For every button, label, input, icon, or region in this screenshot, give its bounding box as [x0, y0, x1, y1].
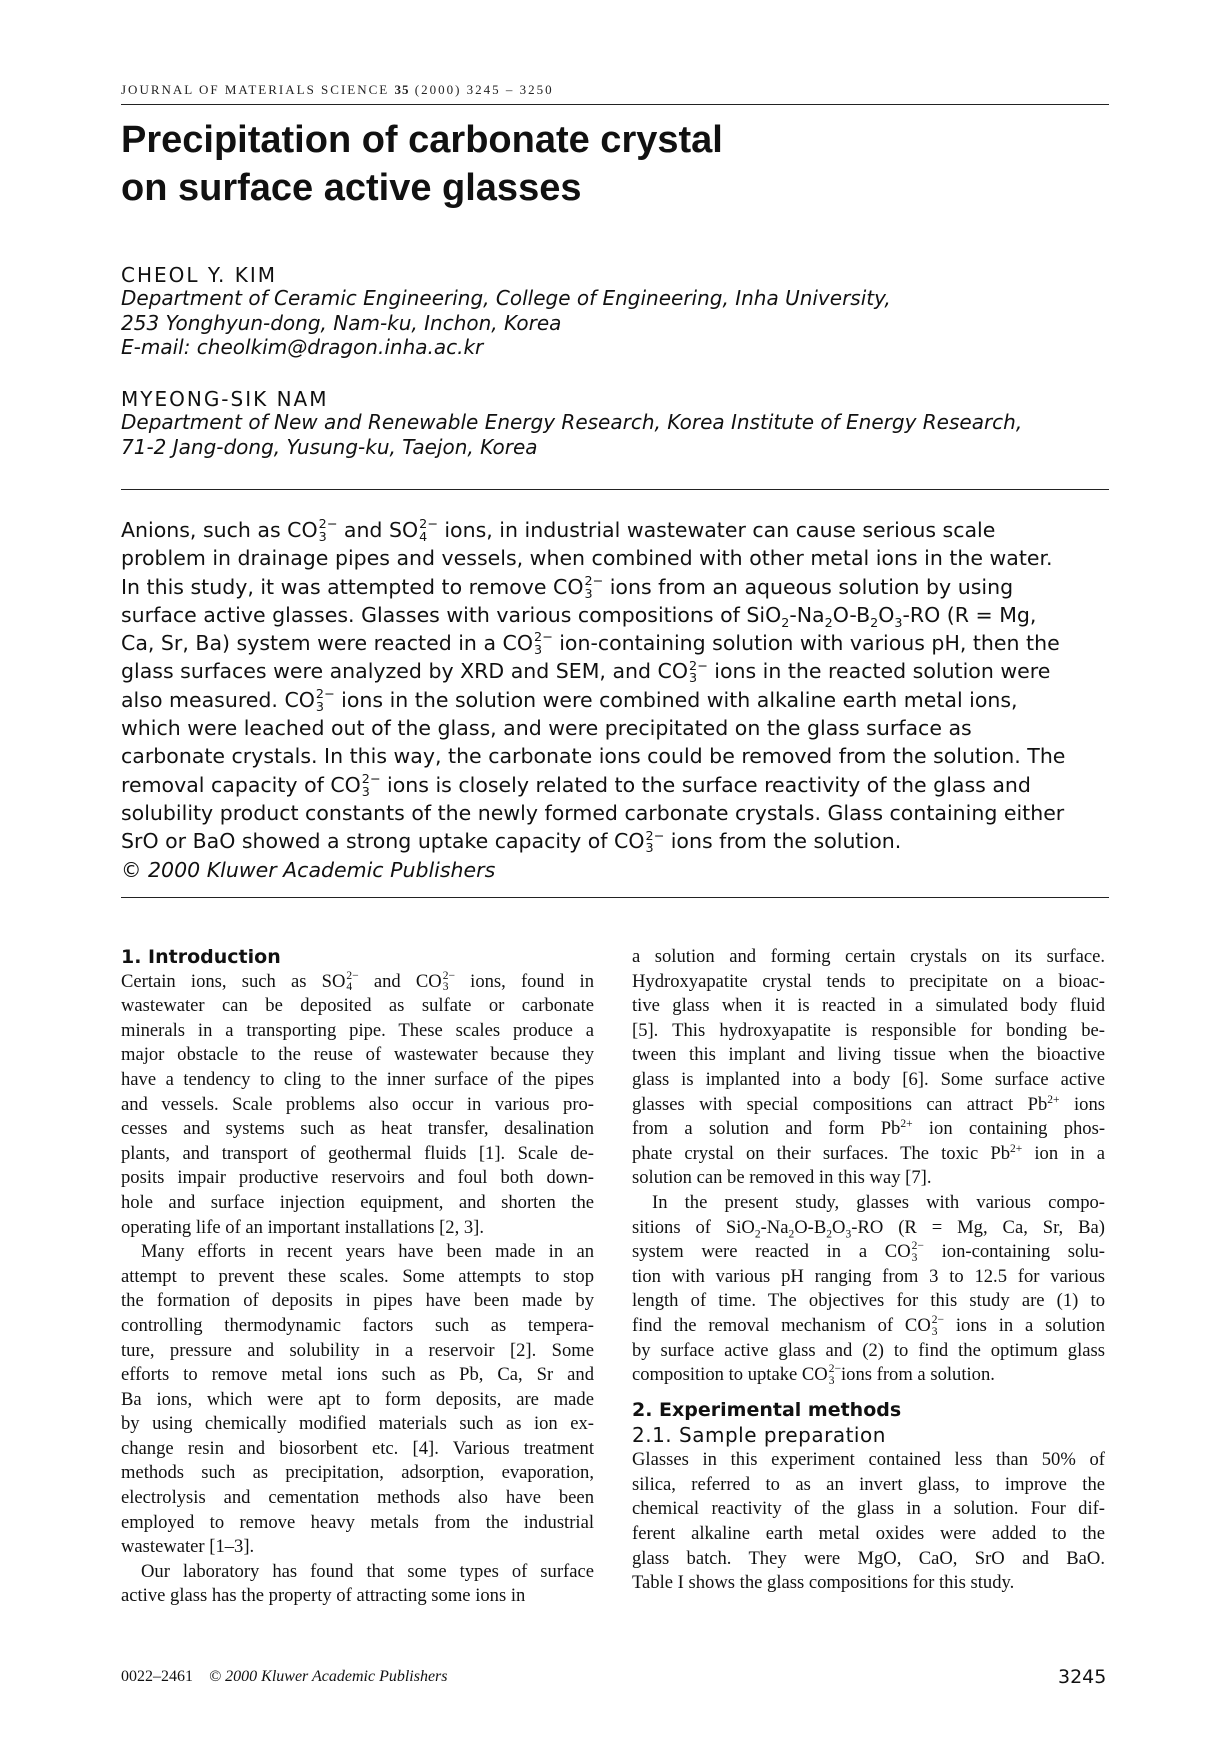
subscript: 2: [781, 614, 790, 630]
ion-charge: 2− 3: [533, 629, 553, 658]
body-line: methods such as precipitation, adsorption, evaporation,: [121, 1462, 594, 1484]
abstract-line: which were leached out of the glass, and were precipitated on the glass surface as: [121, 716, 972, 741]
body-line: attempt to prevent these scales. Some attempts to stop: [121, 1265, 594, 1287]
author-affiliation-2: [121, 410, 1121, 459]
body-line: Many efforts in recent years have been made in an: [141, 1241, 594, 1263]
footer-left: [121, 1668, 448, 1686]
subsection-heading-sample-preparation: 2.1. Sample preparation: [632, 1423, 886, 1448]
subscript: 2: [788, 1228, 795, 1241]
affiliation-line: Department of Ceramic Engineering, College of Engineering, Inha University,: [121, 286, 891, 310]
subscript: 2: [754, 1228, 761, 1241]
body-line: sitions of $SiO_2-Na_2O-B_2O_3-RO$ (R = Mg, Ca, Sr, Ba): [632, 1216, 1105, 1241]
body-line: employed to remove heavy metals from the industrial: [121, 1511, 594, 1533]
abstract-line: SrO or BaO showed a strong uptake capacity of CO 2− 3 ions from the solution.: [121, 827, 902, 856]
title-line-1: Precipitation of carbonate crystal: [121, 119, 723, 161]
ion-charge: 2− 3: [911, 1240, 924, 1264]
abstract-line: Anions, such as CO 2− 3 and SO 2− 4 ions, in industrial wastewater can cause serious scale: [121, 516, 996, 544]
abstract-line: glass surfaces were analyzed by XRD and SEM, and CO 2− 3 ions in the reacted solution were: [121, 657, 1051, 686]
abstract-line: carbonate crystals. In this way, the carbonate ions could be removed from the solution. The: [121, 744, 1066, 769]
journal-volume: 35: [394, 82, 410, 97]
subscript: 2: [824, 614, 833, 630]
body-line: a solution and forming certain crystals on its surface.: [632, 946, 1105, 967]
ion-charge: 2− 3: [689, 657, 708, 686]
body-line: efforts to remove metal ions such as Pb, Ca, Sr and: [121, 1364, 594, 1386]
abstract-line: also measured. CO 2− 3 ions in the solution were combined with alkaline earth metal ions,: [121, 686, 1018, 714]
body-line: length of time. The objectives for this study are (1) to: [632, 1290, 1105, 1312]
body-line: In the present study, glasses with various compo-: [652, 1191, 1105, 1213]
journal-name: JOURNAL OF MATERIALS SCIENCE: [121, 82, 390, 97]
body-line: phate crystal on their surfaces. The toxic $Pb^{2+}$ ion in a: [632, 1142, 1106, 1164]
journal-header: [121, 82, 1109, 98]
body-line: minerals in a transporting pipe. These scales produce a: [121, 1019, 594, 1041]
body-line: find the removal mechanism of CO 2− 3 ions in a solution: [632, 1314, 1106, 1338]
body-line: Ba ions, which were apt to form deposits, are made: [121, 1388, 594, 1410]
body-line: Certain ions, such as SO 2− 4 and CO 2− 3 ions, found in: [121, 969, 594, 994]
sample-preparation-body: [632, 1448, 1105, 1596]
author-email: E-mail: cheolkim@dragon.inha.ac.kr: [121, 335, 484, 359]
body-line: controlling thermodynamic factors such as tempera-: [121, 1314, 594, 1336]
subscript: 3: [845, 1228, 852, 1241]
footer-copyright: © 2000 Kluwer Academic Publishers: [209, 1668, 448, 1685]
author-name-1: CHEOL Y. KIM: [121, 263, 278, 287]
abstract: [121, 516, 1111, 884]
author-name-2: MYEONG-SIK NAM: [121, 387, 329, 411]
body-line: have a tendency to cling to the inner surface of the pipes: [121, 1068, 594, 1090]
body-line: hole and surface injection equipment, and shorten the: [121, 1191, 594, 1213]
abstract-line: surface active glasses. Glasses with various compositions of $SiO_2-Na_2O-B_2O_3-RO$ (R = Mg,: [121, 602, 1037, 630]
body-line: ture, pressure and solubility in a reservoir [2]. Some: [121, 1339, 594, 1361]
section-heading-experimental: 2. Experimental methods: [632, 1398, 902, 1421]
body-line: from a solution and form $Pb^{2+}$ ion containing phos-: [632, 1117, 1106, 1140]
body-line: Glasses in this experiment contained less than 50% of: [632, 1449, 1105, 1471]
author-affiliation-1: [121, 286, 1121, 360]
abstract-line: solubility product constants of the newly formed carbonate crystals. Glass containing either: [121, 800, 1065, 825]
body-line: plants, and transport of geothermal fluids [1]. Scale de-: [121, 1142, 594, 1164]
body-line: Our laboratory has found that some types of surface: [141, 1560, 594, 1582]
body-line: Table I shows the glass compositions for this study.: [632, 1572, 1015, 1594]
body-line: by using chemically modified materials such as ion ex-: [121, 1413, 594, 1435]
superscript: 2+: [1010, 1142, 1023, 1155]
superscript: 2+: [900, 1117, 913, 1130]
ion-charge: 2− 4: [346, 969, 359, 994]
body-line: [5]. This hydroxyapatite is responsible for bonding be-: [632, 1019, 1105, 1041]
introduction-body: [121, 970, 594, 1609]
body-line: Hydroxyapatite crystal tends to precipitate on a bioac-: [632, 970, 1105, 992]
subscript: 2: [870, 614, 879, 630]
affiliation-line: Department of New and Renewable Energy Research, Korea Institute of Energy Research,: [121, 410, 1023, 434]
body-line: glasses with special compositions can attract $Pb^{2+}$ ions: [632, 1093, 1105, 1115]
body-line: tive glass when it is reacted in a simulated body fluid: [632, 995, 1105, 1017]
body-line: the formation of deposits in pipes have been made by: [121, 1290, 594, 1312]
body-line: active glass has the property of attracting some ions in: [121, 1585, 526, 1607]
superscript: 2+: [1047, 1093, 1060, 1106]
left-column: [121, 945, 594, 1609]
abstract-body: [121, 516, 1111, 856]
abstract-line: In this study, it was attempted to remove CO 2− 3 ions from an aqueous solution by using: [121, 572, 1014, 601]
paper-title: [121, 116, 1021, 212]
ion-charge: 2− 3: [931, 1314, 945, 1338]
abstract-copyright: © 2000 Kluwer Academic Publishers: [121, 857, 496, 882]
ion-charge: 2− 3: [361, 770, 381, 799]
body-line: ferent alkaline earth metal oxides were added to the: [632, 1523, 1105, 1545]
ion-charge: 2− 3: [584, 572, 604, 601]
footer-issn: 0022–2461: [121, 1668, 193, 1685]
body-line: change resin and biosorbent etc. [4]. Various treatment: [121, 1437, 594, 1459]
body-line: chemical reactivity of the glass in a solution. Four dif-: [632, 1498, 1105, 1520]
affiliation-line: 71-2 Jang-dong, Yusung-ku, Taejon, Korea: [121, 434, 538, 459]
ion-charge: 2− 3: [442, 969, 455, 994]
abstract-line: removal capacity of CO 2− 3 ions is closely related to the surface reactivity of the glass and: [121, 770, 1031, 799]
body-line: major obstacle to the reuse of wastewater because they: [121, 1044, 594, 1066]
body-line: composition to uptake CO 2− 3 ions from a solution.: [632, 1363, 995, 1387]
body-line: by surface active glass and (2) to find the optimum glass: [632, 1339, 1105, 1361]
body-line: glass is implanted into a body [6]. Some surface active: [632, 1068, 1105, 1090]
subscript: 2: [826, 1228, 833, 1241]
ion-charge: 2− 4: [419, 516, 438, 544]
page-number: 3245: [1058, 1666, 1107, 1688]
ion-charge: 2− 3: [315, 686, 335, 714]
body-line: tion with various pH ranging from 3 to 12.5 for various: [632, 1265, 1105, 1287]
body-line: silica, referred to as an invert glass, to improve the: [632, 1473, 1105, 1495]
body-line: posits impair productive reservoirs and foul both down-: [121, 1167, 594, 1189]
ion-charge: 2− 3: [318, 516, 338, 544]
affiliation-line: 253 Yonghyun-dong, Nam-ku, Inchon, Korea: [121, 310, 562, 335]
body-line: glass batch. They were MgO, CaO, SrO and BaO.: [632, 1547, 1105, 1569]
ion-charge: 2− 3: [828, 1363, 841, 1387]
section-heading-introduction: 1. Introduction: [121, 946, 281, 968]
abstract-top-rule: [121, 489, 1109, 490]
title-line-2: on surface active glasses: [121, 167, 582, 209]
right-column: [632, 945, 1105, 1596]
introduction-continued: [632, 945, 1105, 1388]
abstract-bottom-rule: [121, 897, 1109, 898]
body-line: operating life of an important installations [2, 3].: [121, 1216, 485, 1238]
subscript: 3: [894, 614, 903, 630]
body-line: solution can be removed in this way [7].: [632, 1167, 932, 1189]
body-line: wastewater can be deposited as sulfate or carbonate: [121, 995, 594, 1017]
header-rule: [121, 104, 1109, 105]
body-line: and vessels. Scale problems also occur in various pro-: [121, 1093, 594, 1115]
abstract-line: problem in drainage pipes and vessels, when combined with other metal ions in the water.: [121, 546, 1053, 571]
body-line: system were reacted in a CO 2− 3 ion-containing solu-: [632, 1240, 1105, 1264]
journal-year-pages: (2000) 3245 – 3250: [414, 82, 554, 97]
body-line: wastewater [1–3].: [121, 1536, 255, 1558]
body-line: electrolysis and cementation methods also have been: [121, 1487, 594, 1509]
body-line: cesses and systems such as heat transfer, desalination: [121, 1118, 594, 1140]
abstract-line: Ca, Sr, Ba) system were reacted in a CO 2− 3 ion-containing solution with various pH, then the: [121, 629, 1060, 658]
ion-charge: 2− 3: [645, 827, 665, 856]
body-line: tween this implant and living tissue when the bioactive: [632, 1044, 1105, 1066]
